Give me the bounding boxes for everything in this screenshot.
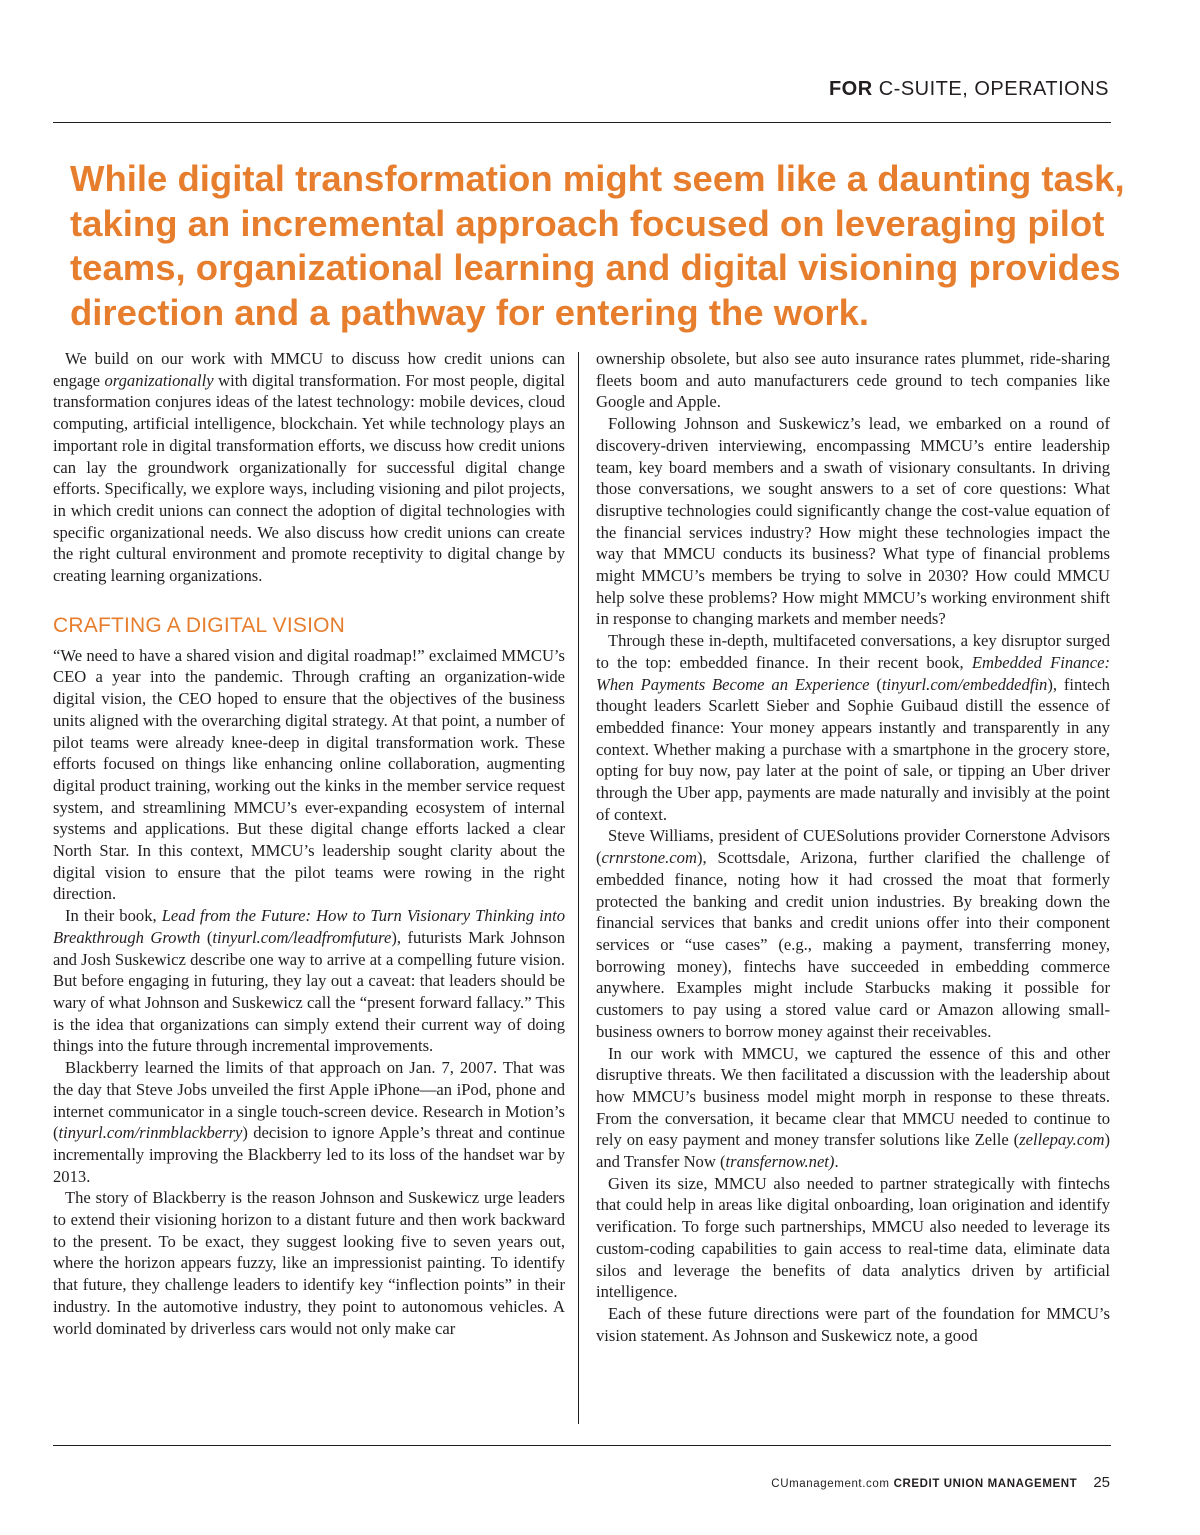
paragraph: “We need to have a shared vision and digital roadmap!” exclaimed MMCU’s CEO a year into the pandemic. Through crafting an organization-wide digital vision, the CEO hoped to ensure that the objectives of the business units aligned with the overarching digital strategy. At that point, a number of pilot teams were already knee-deep in digital transformation work. These efforts focused on things like enhancing online collaboration, augmenting digital product training, working out the kinks in the member service request system, and streamlining MMCU’s ever-expanding ecosystem of internal systems and applications. But these digital change efforts lacked a clear North Star. In this context, MMCU’s leadership sought clarity about the digital vision to ensure that the pilot teams were rowing in the right direction. [53, 645, 565, 904]
paragraph: Each of these future directions were part of the foundation for MMCU’s vision statement. As Johnson and Suskewicz note, a good [596, 1303, 1110, 1345]
text: . [834, 1152, 839, 1172]
book-title: Lead from the Future: How to Turn Visionary Thinking into Breakthrough Growth [53, 906, 565, 947]
link-tinyurl-rinmblackberry[interactable]: tinyurl.com/rinmblackberry [58, 1123, 243, 1143]
footer [771, 1474, 1110, 1491]
intro-paragraph [53, 348, 565, 587]
paragraph [596, 1043, 1110, 1173]
text: In our work with MMCU, we captured the essence of this and other disruptive threats. We then facilitated a discussion with the leadership about how MMCU’s business model might morph in response to these threats. From the conversation, it became clear that MMCU needed to continue to rely on easy payment and money transfer solutions like Zelle ( [596, 1043, 1110, 1150]
text: ) decision to ignore Apple’s threat and continue incrementally improving the Blackberry led to its loss of the handset war by 2013. [53, 1123, 565, 1186]
link-transfernow[interactable]: transfernow.net) [725, 1152, 835, 1172]
paragraph: Given its size, MMCU also needed to partner strategically with fintechs that could help in areas like digital onboarding, loan origination and identify verification. To forge such partnerships, MMCU also needed to leverage its custom-coding capabilities to gain access to real-time data, eliminate data silos and leverage the benefits of data analytics driven by artificial intelligence. [596, 1173, 1110, 1302]
text: ), futurists Mark Johnson and Josh Suskewicz describe one way to arrive at a compelling future vision. But before engaging in futuring, they lay out a caveat: that leaders should be wary of what Johnson and Suskewicz call the “present forward fallacy.” This is the idea that organizations can simply extend their current way of doing things into the future through incremental improvements. [53, 927, 565, 1056]
right-column [596, 348, 1110, 1346]
section-heading: CRAFTING A DIGITAL VISION [53, 613, 346, 637]
text: Steve Williams, president of CUESolutions provider Cornerstone Advisors ( [596, 826, 1110, 868]
intro-emphasis: organizationally [104, 370, 214, 390]
text: ), fintech thought leaders Scarlett Sieber and Sophie Guibaud distill the essence of embedded finance: Your money appears instantly and transparently in any context. Whether making a purchase with a smartphone in the grocery store, opting for buy now, pay later at the point of sale, or tipping an Uber driver through the Uber app, payments are made naturally and invisibly at the point of context. [596, 674, 1110, 824]
paragraph [53, 1057, 565, 1187]
footer-publication: CREDIT UNION MANAGEMENT [893, 1478, 1078, 1490]
text: ( [869, 674, 882, 694]
left-column [53, 348, 565, 1339]
text: Through these in-depth, multifaceted conversations, a key disruptor surged to the top: embedded finance. In their recent book, [596, 631, 1110, 672]
text: ), Scottsdale, Arizona, further clarified the challenge of embedded finance, noting how it had crossed the moat that formerly protected the banking and credit union industries. By breaking down the financial services that banks and credit unions offer into their component services or “use cases” (e.g., making a payment, transferring money, borrowing money), fintechs have succeeded in embedding commerce anywhere. Examples might include Starbucks making it possible for customers to pay using a stored value card or Amazon allowing small-business owners to borrow money against their receivables. [596, 848, 1110, 1041]
headline: While digital transformation might seem like a daunting task, taking an incremental approach focused on leveraging pilot teams, organizational learning and digital visioning provides direction and a pathway for entering the work. [70, 158, 1125, 333]
book-title: Embedded Finance: When Payments Become an Experience [596, 652, 1110, 694]
page-number: 25 [1093, 1474, 1110, 1491]
section-tag-for: FOR [828, 78, 873, 100]
link-tinyurl-leadfromfuture[interactable]: tinyurl.com/leadfromfuture [212, 927, 392, 947]
paragraph [596, 825, 1110, 1042]
link-crnrstone[interactable]: crnrstone.com [601, 848, 697, 868]
link-zellepay[interactable]: zellepay.com [1019, 1130, 1105, 1150]
section-tag-audience: C-SUITE, OPERATIONS [872, 78, 1109, 100]
text: ( [200, 927, 213, 947]
paragraph [596, 630, 1110, 825]
paragraph [53, 905, 565, 1057]
footer-site: CUmanagement.com [771, 1478, 890, 1490]
column-divider [578, 352, 579, 1424]
paragraph: ownership obsolete, but also see auto insurance rates plummet, ride-sharing fleets boom and auto manufacturers cede ground to tech companies like Google and Apple. [596, 349, 1110, 412]
section-tag [829, 78, 1109, 101]
text: In their book, [65, 906, 162, 926]
top-rule [53, 122, 1111, 123]
text: ) and Transfer Now ( [596, 1130, 1110, 1172]
link-tinyurl-embeddedfin[interactable]: tinyurl.com/embeddedfin [881, 674, 1048, 694]
intro-text-cont: with digital transformation. For most people, digital transformation conjures ideas of the latest technology: mobile devices, cloud computing, artificial intelligence, blockchain. Yet while technology plays an important role in digital transformation efforts, we discuss how credit unions can lay the groundwork organizationally for successful digital change efforts. Specifically, we explore ways, including visioning and pilot projects, in which credit unions can connect the adoption of digital technologies with specific organizational needs. We also discuss how credit unions can create the right cultural environment and promote receptivity to digital change by creating learning organizations. [53, 370, 565, 586]
intro-text: We build on our work with MMCU to discuss how credit unions can engage [53, 349, 565, 390]
bottom-rule [53, 1445, 1111, 1446]
paragraph: The story of Blackberry is the reason Johnson and Suskewicz urge leaders to extend their visioning horizon to a distant future and then work backward to the present. To be exact, they suggest looking five to seven years out, where the horizon appears fuzzy, like an impressionist painting. To identify that future, they challenge leaders to identify key “inflection points” in their industry. In the automotive industry, they point to autonomous vehicles. A world dominated by driverless cars would not only make car [53, 1188, 565, 1338]
text: Blackberry learned the limits of that approach on Jan. 7, 2007. That was the day that Steve Jobs unveiled the first Apple iPhone—an iPod, phone and internet communicator in a single touch-screen device. Research in Motion’s ( [53, 1058, 565, 1143]
paragraph: Following Johnson and Suskewicz’s lead, we embarked on a round of discovery-driven interviewing, encompassing MMCU’s entire leadership team, key board members and a swath of visionary consultants. In driving those conversations, we sought answers to a set of core questions: What disruptive technologies could significantly change the cost-value equation of the financial services industry? How might these technologies impact the way that MMCU conducts its business? What type of financial problems might MMCU’s members be trying to solve in 2030? How could MMCU help solve these problems? How might MMCU’s working environment shift in response to changing markets and member needs? [596, 414, 1110, 629]
